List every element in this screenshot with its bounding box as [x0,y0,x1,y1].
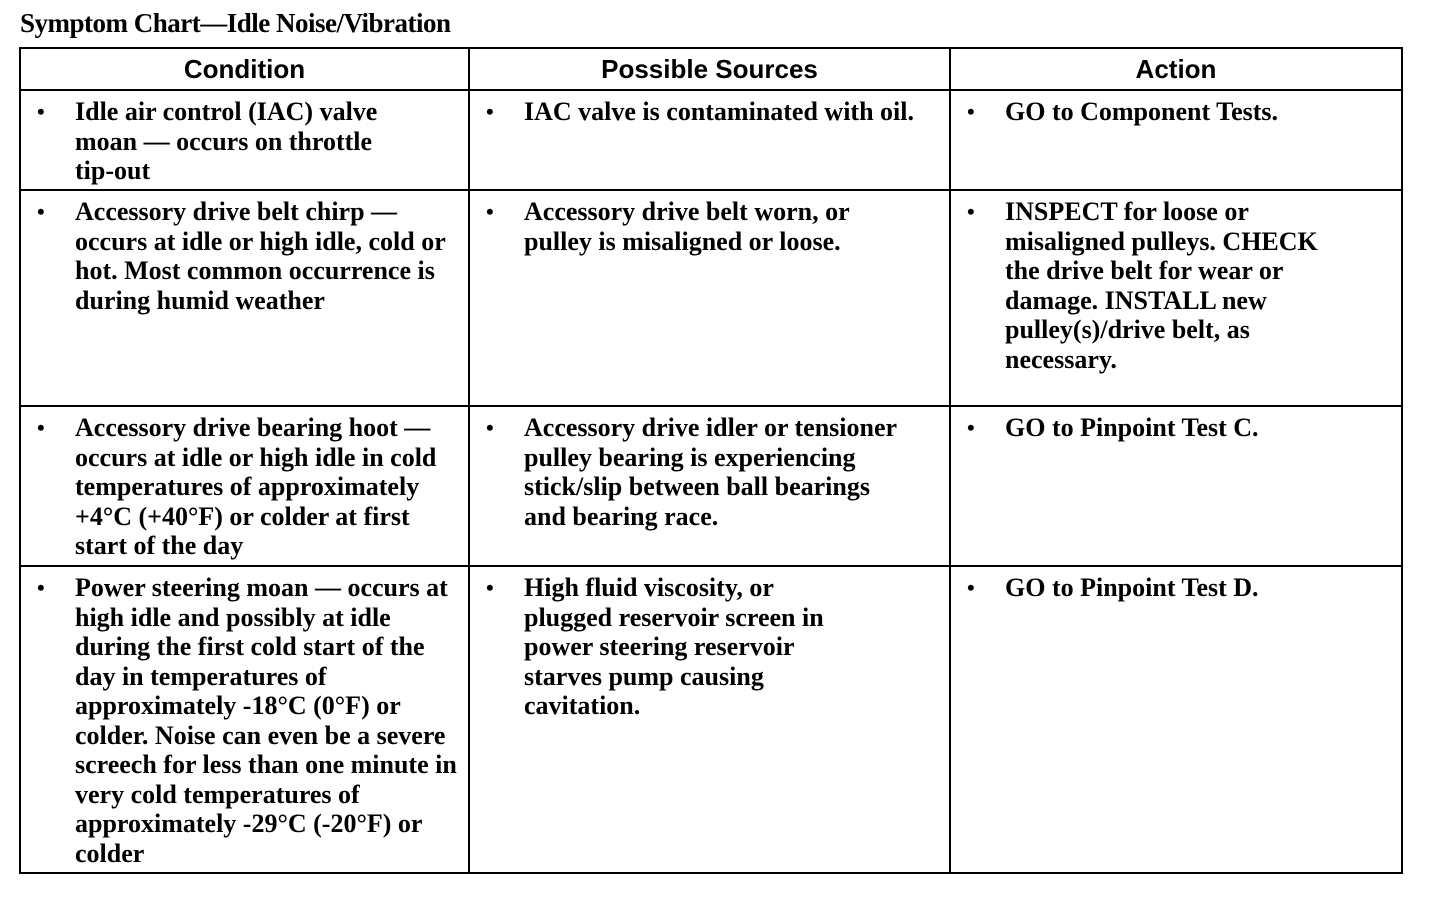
sources-cell [469,90,950,190]
sources-text: Accessory drive idler or tensioner pulley bearing is experiencing stick/slip between ball bearings and bearing race. [524,413,897,531]
sources-text: Accessory drive belt worn, or pulley is misaligned or loose. [524,197,850,256]
condition-text: Idle air control (IAC) valve moan — occurs on throttle tip-out [75,97,378,185]
action-text: INSPECT for loose or misaligned pulleys. CHECK the drive belt for wear or damage. INSTALL new pulley(s)/drive belt, as necessary. [1005,197,1318,374]
bullet-icon: • [967,99,975,124]
symptom-table [19,47,1403,874]
table-header-row [20,48,1402,90]
table-row [20,566,1402,873]
page-title: Symptom Chart—Idle Noise/Vibration [20,8,451,38]
bullet-icon: • [37,199,45,224]
table-row [20,406,1402,566]
action-cell [950,90,1402,190]
bullet-icon: • [967,415,975,440]
condition-text: Accessory drive belt chirp — occurs at idle or high idle, cold or hot. Most common occurrence is during humid weather [75,197,446,315]
action-cell [950,190,1402,406]
bullet-icon: • [486,99,494,124]
table-row [20,90,1402,190]
condition-cell [20,566,469,873]
sources-text: IAC valve is contaminated with oil. [524,97,914,126]
action-cell [950,406,1402,566]
bullet-icon: • [486,575,494,600]
action-cell [950,566,1402,873]
table-row [20,190,1402,406]
action-text: GO to Pinpoint Test D. [1005,573,1259,602]
condition-cell [20,190,469,406]
header-condition: Condition [20,48,469,90]
bullet-icon: • [37,575,45,600]
bullet-icon: • [37,99,45,124]
condition-text: Power steering moan — occurs at high idle and possibly at idle during the first cold start of the day in temperatures of approximately -18°C (0°F) or colder. Noise can even be a severe screech for less than one minute in very cold temperatures of approximately -29°C (-20°F) or colder [75,573,457,868]
bullet-icon: • [37,415,45,440]
action-text: GO to Pinpoint Test C. [1005,413,1259,442]
action-text: GO to Component Tests. [1005,97,1279,126]
bullet-icon: • [486,415,494,440]
bullet-icon: • [967,575,975,600]
header-action: Action [950,48,1402,90]
sources-cell [469,406,950,566]
sources-cell [469,190,950,406]
bullet-icon: • [967,199,975,224]
header-possible-sources: Possible Sources [469,48,950,90]
sources-text: High fluid viscosity, or plugged reservoir screen in power steering reservoir starves pump causing cavitation. [524,573,824,720]
condition-cell [20,406,469,566]
bullet-icon: • [486,199,494,224]
condition-cell [20,90,469,190]
sources-cell [469,566,950,873]
condition-text: Accessory drive bearing hoot — occurs at idle or high idle in cold temperatures of approximately +4°C (+40°F) or colder at first start of the day [75,413,437,560]
